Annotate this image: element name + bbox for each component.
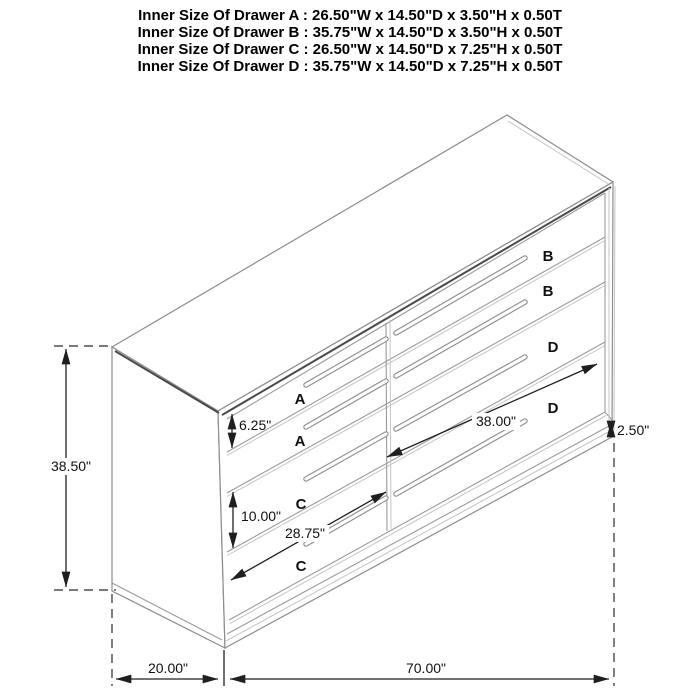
height-dim-label: 38.50" xyxy=(50,458,92,474)
left-drawer-width-label: 28.75" xyxy=(284,525,326,541)
spec-line-drawer-d: Inner Size Of Drawer D : 35.75"W x 14.50"D x 7.25"H x 0.50T xyxy=(137,58,563,75)
spec-line-drawer-c: Inner Size Of Drawer C : 26.50"W x 14.50"D x 7.25"H x 0.50T xyxy=(137,41,563,58)
right-drawer-width-label: 38.00" xyxy=(475,413,517,429)
drawer-label-d2: D xyxy=(547,400,559,417)
drawer-label-c2: C xyxy=(295,558,307,575)
drawer-c-height-label: 10.00" xyxy=(241,508,282,524)
spec-line-drawer-a: Inner Size Of Drawer A : 26.50"W x 14.50"D x 3.50"H x 0.50T xyxy=(138,7,562,24)
base-height-label: 2.50" xyxy=(617,422,650,438)
spec-line-drawer-b: Inner Size Of Drawer B : 35.75"W x 14.50"D x 3.50"H x 0.50T xyxy=(137,24,563,41)
right-outer-edge-line xyxy=(614,186,615,430)
dresser-cabinet xyxy=(112,115,615,648)
drawer-label-c1: C xyxy=(295,496,307,513)
drawer-label-a1: A xyxy=(294,391,306,408)
drawer-label-a2: A xyxy=(294,433,306,450)
drawer-label-d1: D xyxy=(547,339,559,356)
depth-dim-label: 20.00" xyxy=(147,660,189,676)
drawer-label-b2: B xyxy=(542,283,554,300)
drawer-a-height-label: 6.25" xyxy=(239,417,272,433)
drawer-label-b1: B xyxy=(542,248,554,265)
width-dim-label: 70.00" xyxy=(405,660,447,676)
